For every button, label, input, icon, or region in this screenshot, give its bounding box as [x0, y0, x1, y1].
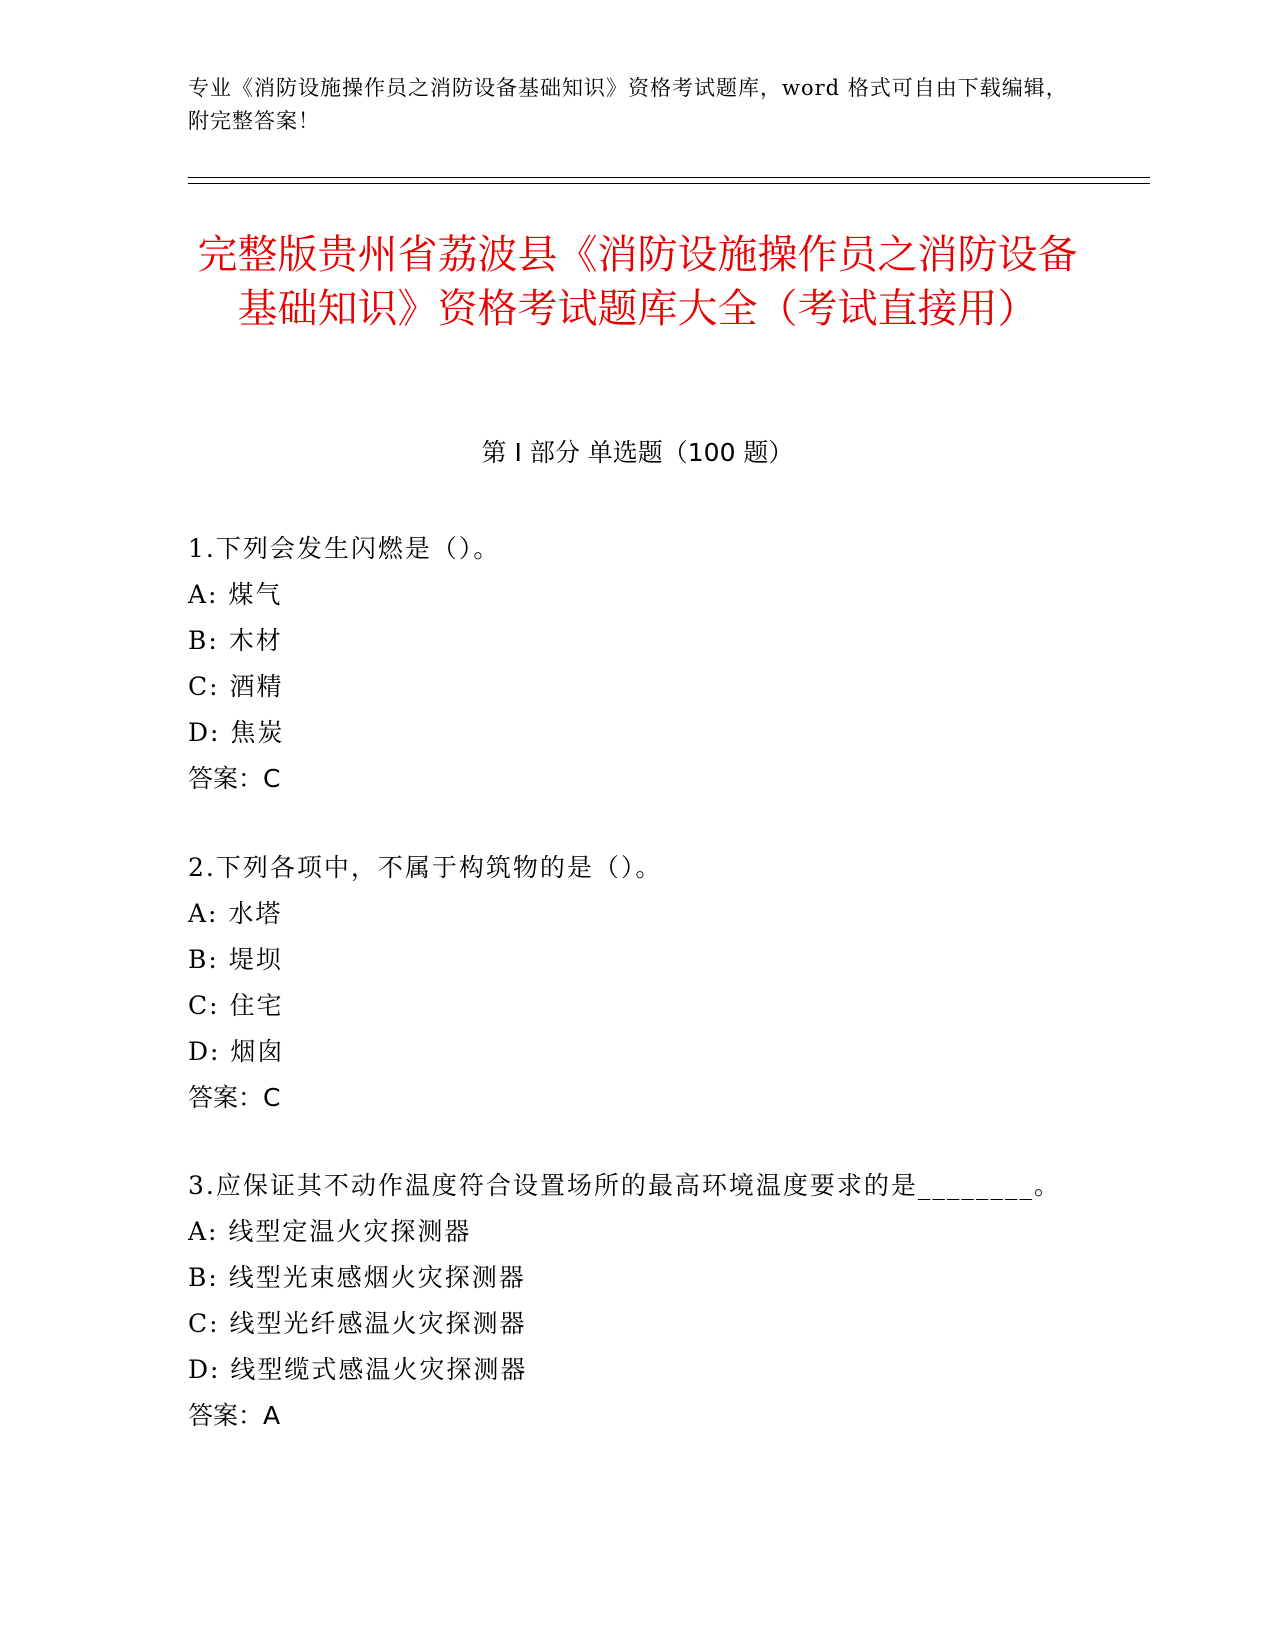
document-title: 完整版贵州省荔波县《消防设施操作员之消防设备基础知识》资格考试题库大全（考试直接用） — [197, 232, 1078, 332]
option-b: B: 线型光束感烟火灾探测器 — [188, 1263, 526, 1292]
option-d: D: 烟囱 — [188, 1037, 285, 1066]
answer: 答案：C — [188, 764, 281, 793]
option-a: A: 煤气 — [188, 580, 283, 609]
question-stem: 2.下列各项中，不属于构筑物的是（）。 — [188, 853, 663, 882]
option-a: A: 水塔 — [188, 899, 283, 928]
option-a: A: 线型定温火灾探测器 — [188, 1217, 472, 1246]
option-d: D: 线型缆式感温火灾探测器 — [188, 1355, 528, 1384]
header-divider-bottom — [188, 183, 1150, 184]
question-1 — [188, 526, 1068, 802]
answer: 答案：A — [188, 1401, 281, 1430]
option-d: D: 焦炭 — [188, 718, 285, 747]
header-divider-top — [188, 177, 1150, 178]
answer: 答案：C — [188, 1083, 281, 1112]
option-c: C: 线型光纤感温火灾探测器 — [188, 1309, 527, 1338]
section-title: 第 I 部分 单选题（100 题） — [481, 438, 794, 467]
question-3 — [188, 1163, 1068, 1439]
question-2 — [188, 845, 1068, 1121]
question-stem: 3.应保证其不动作温度符合设置场所的最高环境温度要求的是________。 — [188, 1171, 1061, 1200]
option-c: C: 住宅 — [188, 991, 284, 1020]
question-stem: 1.下列会发生闪燃是（）。 — [188, 534, 501, 563]
option-b: B: 木材 — [188, 626, 283, 655]
option-b: B: 堤坝 — [188, 945, 283, 974]
option-c: C: 酒精 — [188, 672, 284, 701]
header-note: 专业《消防设施操作员之消防设备基础知识》资格考试题库，word 格式可自由下载编辑，附完整答案！ — [188, 76, 1068, 133]
